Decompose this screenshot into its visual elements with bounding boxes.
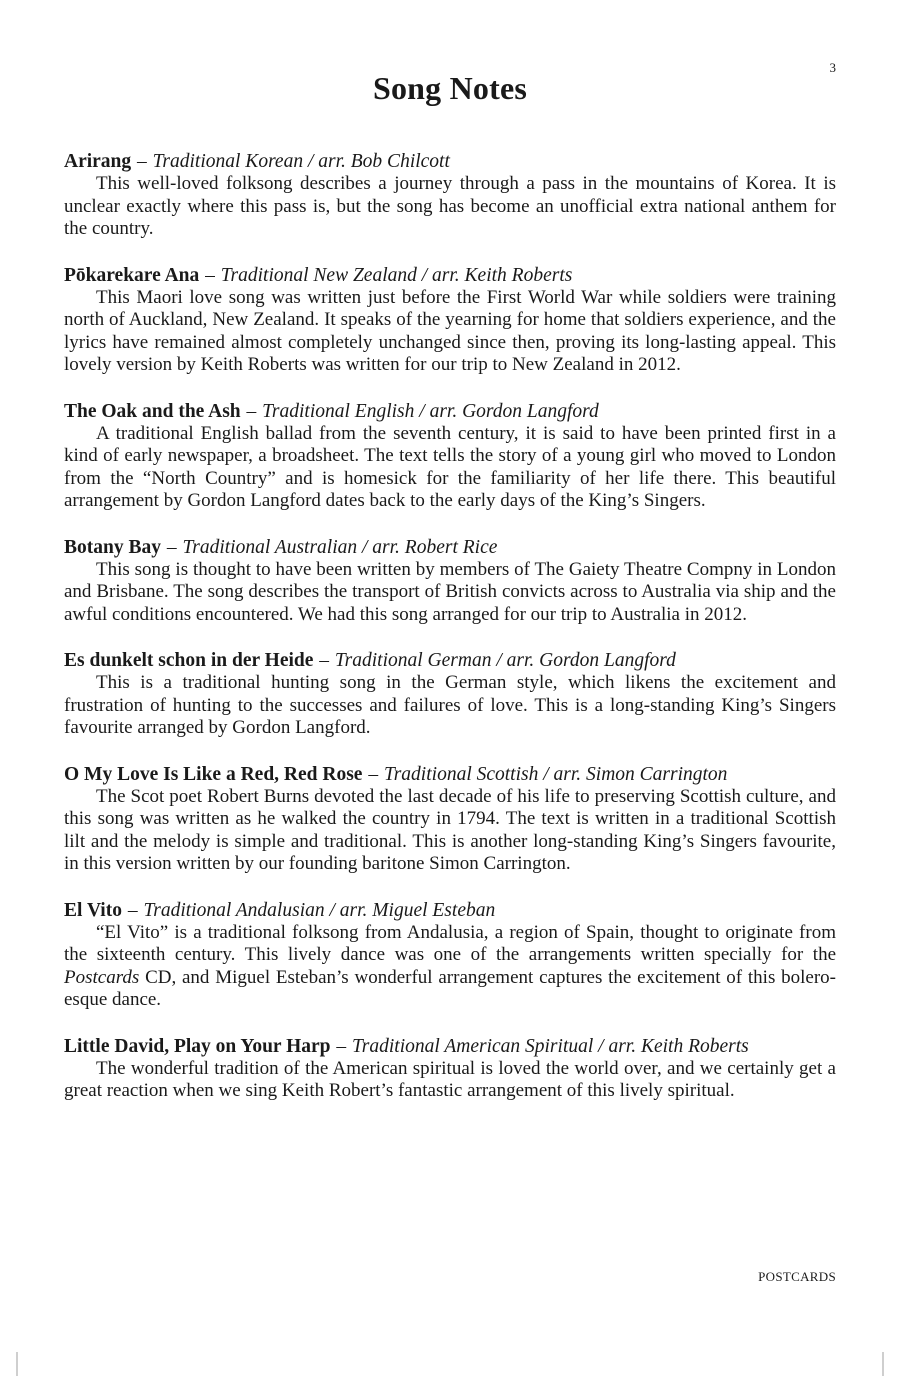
song-dash: – <box>336 1035 347 1057</box>
song-entry-oak-and-ash <box>64 400 836 513</box>
song-credit: Traditional English / arr. Gordon Langford <box>262 400 599 422</box>
song-title: Pōkarekare Ana <box>64 264 200 286</box>
song-heading <box>64 1035 836 1058</box>
song-entry-little-david <box>64 1035 836 1103</box>
song-description: The Scot poet Robert Burns devoted the last decade of his life to preserving Scottish culture, and this song was written as he walked the country in 1794. The text is written in a traditional Scottish lilt and the melody is simple and traditional. This is another long-standing King’s Singers favourite, in this version written by our founding baritone Simon Carrington. <box>64 785 836 874</box>
song-entry-red-red-rose <box>64 763 836 876</box>
song-description: A traditional English ballad from the seventh century, it is said to have been printed first in a kind of early newspaper, a broadsheet. The text tells the story of a young girl who moved to London from the “North Country” and is homesick for the familiarity of her life there. This beautiful arrangement by Gordon Langford dates back to the early days of the King’s Singers. <box>64 422 836 511</box>
song-heading <box>64 150 836 173</box>
song-dash: – <box>166 536 177 558</box>
song-dash: – <box>246 400 257 422</box>
song-entry-arirang <box>64 150 836 241</box>
song-heading <box>64 763 836 786</box>
song-description: This Maori love song was written just before the First World War while soldiers were training north of Auckland, New Zealand. It speaks of the yearning for home that soldiers experience, and the lyrics have remained almost completely unchanged since then, proving its long-lasting appeal. This lovely version by Keith Roberts was written for our trip to New Zealand in 2012. <box>64 286 836 375</box>
song-description: This well-loved folksong describes a journey through a pass in the mountains of Korea. It is unclear exactly where this pass is, but the song has become an unofficial extra national anthem for the country. <box>64 173 836 239</box>
page-title: Song Notes <box>372 70 527 106</box>
song-description: “El Vito” is a traditional folksong from Andalusia, a region of Spain, thought to originate from the sixteenth century. This lively dance was one of the arrangements written specially for the Postcards CD, and Miguel Esteban’s wonderful arrangement captures the excitement of this bolero-esque dance. <box>64 921 836 1010</box>
left-edge-mark <box>16 1352 18 1376</box>
song-dash: – <box>205 264 215 286</box>
song-title: El Vito <box>64 899 122 921</box>
song-heading <box>64 899 836 922</box>
song-title: Botany Bay <box>64 536 161 558</box>
song-dash: – <box>319 650 330 671</box>
song-heading <box>64 536 836 559</box>
song-heading <box>64 400 836 423</box>
song-title: Arirang <box>64 151 132 172</box>
song-description: The wonderful tradition of the American spiritual is loved the world over, and we certainly get a great reaction when we sing Keith Robert’s fantastic arrangement of this lively spiritual. <box>64 1057 836 1101</box>
song-dash: – <box>127 899 138 921</box>
song-description: This is a traditional hunting song in the German style, which likens the excitement and frustration of hunting to the successes and failures of love. This is a long-standing King’s Singers favourite arranged by Gordon Langford. <box>64 672 836 738</box>
song-credit: Traditional American Spiritual / arr. Keith Roberts <box>352 1035 749 1057</box>
song-credit: Traditional Korean / arr. Bob Chilcott <box>152 151 450 172</box>
footer-label: POSTCARDS <box>758 1269 836 1284</box>
song-entry-es-dunkelt <box>64 649 836 740</box>
song-dash: – <box>137 151 147 172</box>
song-notes-list <box>64 150 836 1126</box>
song-entry-botany-bay <box>64 536 836 627</box>
song-title: The Oak and the Ash <box>64 400 241 422</box>
song-title: O My Love Is Like a Red, Red Rose <box>64 763 363 785</box>
right-edge-mark <box>882 1352 884 1376</box>
song-description: This song is thought to have been written by members of The Gaiety Theatre Compny in London and Brisbane. The song describes the transport of British convicts across to Australia via ship and the awful conditions encountered. We had this song arranged for our trip to Australia in 2012. <box>64 558 836 625</box>
song-credit: Traditional New Zealand / arr. Keith Roberts <box>220 264 573 286</box>
song-title: Es dunkelt schon in der Heide <box>64 650 314 671</box>
song-title: Little David, Play on Your Harp <box>64 1035 331 1057</box>
song-credit: Traditional Scottish / arr. Simon Carrington <box>383 763 728 785</box>
song-credit: Traditional Australian / arr. Robert Rice <box>182 536 498 558</box>
song-credit: Traditional German / arr. Gordon Langford <box>334 650 676 671</box>
page-number: 3 <box>829 60 836 75</box>
song-heading <box>64 264 836 287</box>
song-credit: Traditional Andalusian / arr. Miguel Esteban <box>143 899 496 921</box>
song-heading <box>64 649 836 672</box>
song-dash: – <box>368 763 379 785</box>
song-entry-pokarekare-ana <box>64 264 836 377</box>
song-entry-el-vito <box>64 899 836 1012</box>
